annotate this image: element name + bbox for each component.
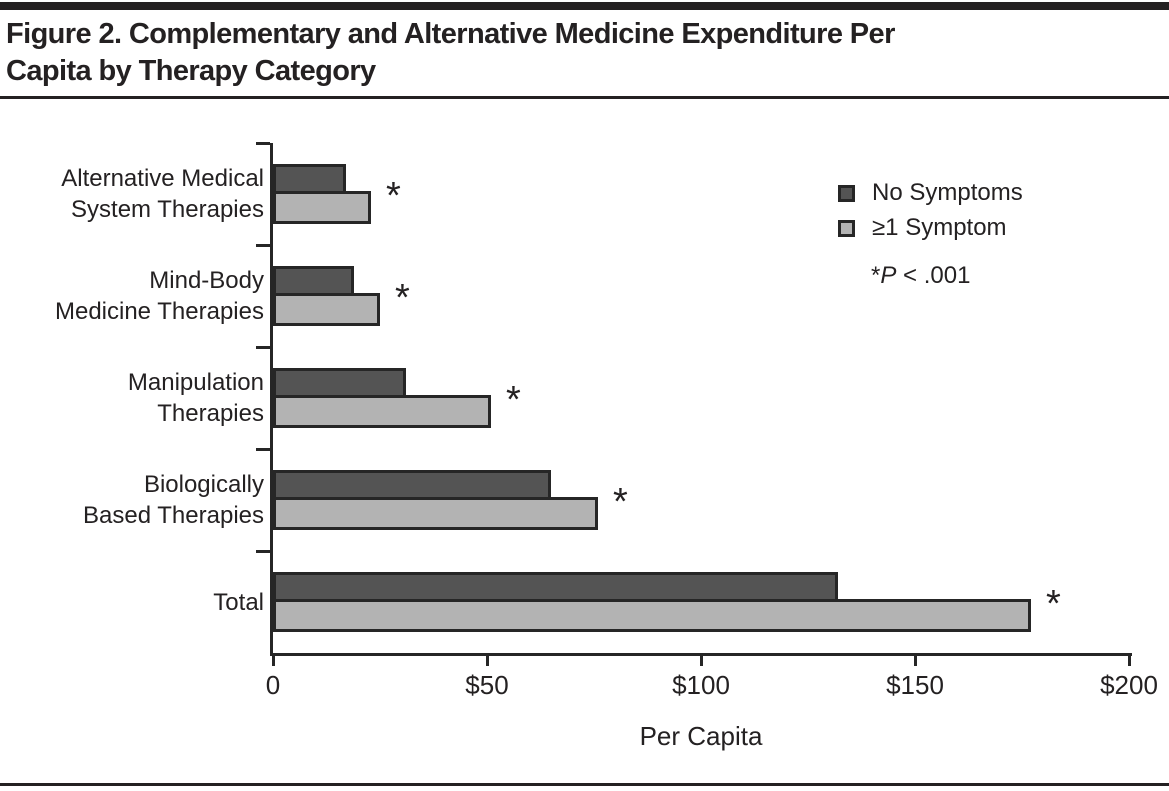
significance-asterisk: * [1046,583,1061,625]
legend-item-ge1-symptom [838,216,1023,240]
category-label-line: Based Therapies [82,502,264,529]
bar-ge1-symptom-2 [273,293,380,326]
category-label-line: Biologically [143,471,264,498]
category-label [128,367,264,429]
category-label-line: Manipulation [127,369,264,396]
figure-title-line1: Figure 2. Complementary and Alternative Medicine Expenditure Per [6,18,895,50]
bar-no-symptoms-3 [273,368,406,398]
y-axis-tick [256,142,270,145]
y-axis-tick [256,448,270,451]
x-axis-tick-label: $150 [886,670,944,700]
y-axis-tick [256,550,270,553]
x-axis-tick-label: $100 [672,670,730,700]
x-axis-title: Per Capita [639,721,763,751]
legend-label-ge1-symptom: ≥1 Symptom [872,214,1007,241]
legend-label-no-symptoms: No Symptoms [872,179,1023,206]
no-symptoms-swatch-icon [838,185,855,202]
bar-no-symptoms-1 [273,164,346,194]
category-label [213,587,264,618]
legend-item-no-symptoms [838,181,1023,205]
p-value-note [871,262,970,290]
category-label-line: Alternative Medical [61,165,264,192]
category-label [55,265,264,327]
p-note-star: * [871,262,881,289]
y-axis-tick [256,346,270,349]
category-label-line: Mind-Body [149,267,264,294]
category-label [61,163,264,225]
bar-ge1-symptom-3 [273,395,491,428]
category-label-line: System Therapies [71,196,264,223]
p-note-rest: < .001 [896,262,971,289]
y-axis-tick [256,244,270,247]
significance-asterisk: * [613,481,628,523]
x-axis-tick [486,656,489,666]
category-label-line: Medicine Therapies [54,298,264,325]
bar-no-symptoms-5 [273,572,838,602]
bar-ge1-symptom-1 [273,191,371,224]
category-label-line: Therapies [157,400,264,427]
bar-ge1-symptom-5 [273,599,1031,632]
bar-ge1-symptom-4 [273,497,598,530]
x-axis-tick [914,656,917,666]
ge1-symptom-swatch-icon [838,220,855,237]
x-axis-tick [272,656,275,666]
significance-asterisk: * [386,175,401,217]
category-label [83,469,264,531]
x-axis-tick-label: $200 [1100,670,1158,700]
x-axis-tick [700,656,703,666]
bar-no-symptoms-4 [273,470,551,500]
bar-no-symptoms-2 [273,266,354,296]
p-note-p: P [880,262,897,289]
significance-asterisk: * [506,379,521,421]
category-label-line: Total [213,588,264,616]
bottom-rule [0,783,1169,786]
x-axis-tick [1128,656,1131,666]
figure-title-line2: Capita by Therapy Category [6,55,376,87]
legend [838,181,1023,251]
x-axis-tick-label: 0 [265,670,281,700]
x-axis-tick-label: $50 [465,670,509,700]
significance-asterisk: * [395,277,410,319]
